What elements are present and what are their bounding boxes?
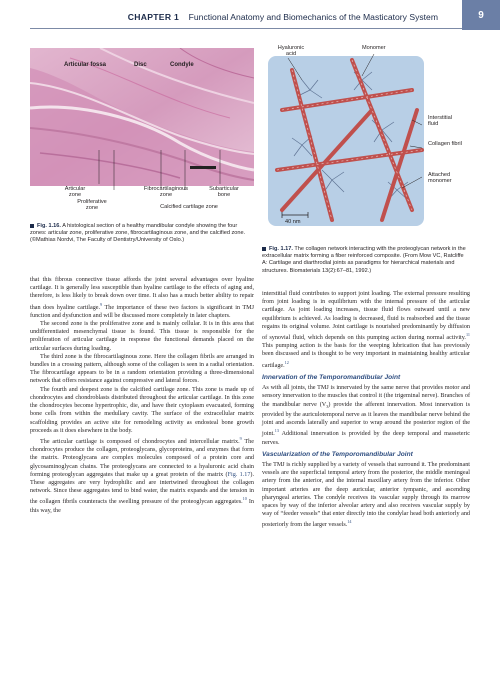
chapter-label: CHAPTER 1: [127, 12, 180, 22]
callout-articular-zone: Articular zone: [64, 186, 86, 199]
right-column-text: [262, 290, 470, 530]
chapter-title: Functional Anatomy and Biomechanics of the Masticatory System: [188, 12, 438, 22]
header-rule: [30, 28, 462, 29]
figure-1-17-caption: [262, 246, 468, 275]
caption-number: Fig. 1.17.: [269, 246, 293, 252]
page-number: 9: [462, 0, 500, 30]
callout-subarticular-bone: Subarticular bone: [209, 186, 239, 199]
section-heading-innervation: Innervation of the Temporomandibular Joint: [262, 373, 401, 381]
paragraph: The articular cartilage is composed of chondrocytes and intercellular matrix.$^9$ The chondrocytes produce the collagen, proteoglycans, glycoproteins, and enzymes that form the matrix. Proteoglycans are complex molecules composed of a protein core and glycosaminoglycan chains. The proteoglycans are connected to a hyaluronic acid chain forming proteoglycan aggregates that make up a great protein of the matrix (Fig. 1.17). These aggregates are very hydrophilic and are intertwined throughout the collagen network. Since these aggregates tend to bind water, the matrix expands and the tension in the collagen fibrils counteracts the swelling pressure of the proteoglycan aggregates.$^{10}$ In this way, the: [30, 435, 255, 514]
label-hyaluronic-acid: Hyaluronic acid: [277, 45, 305, 58]
label-attached-monomer: Attached monomer: [428, 172, 452, 185]
callout-calcified-zone: Calcified cartilage zone: [160, 204, 218, 210]
label-interstitial-fluid: Interstitial fluid: [428, 115, 452, 128]
callout-fibrocartilaginous-zone: Fibrocartilaginous zone: [143, 186, 189, 199]
paragraph: that this fibrous connective tissue affords the joint several advantages over hyaline cartilage. It is generally less susceptible than hyaline cartilage to the effects of aging and, therefore, is less likely to break down over time. It also has a much better ability to repair than does hyaline cartilage.$^9$ The importance of these two factors is significant in TMJ function and dysfunction and will be discussed more completely in later chapters.: [30, 277, 255, 319]
figure-1-16-callouts: [30, 150, 254, 190]
section-heading-vascularization: Vascularization of the Temporomandibular Joint: [262, 450, 413, 458]
paragraph: The fourth and deepest zone is the calcified cartilage zone. This zone is made up of chondrocytes and chondroblasts distributed throughout the articular cartilage. In this zone the chondrocytes become hypertrophic, die, and have their cytoplasm evacuated, forming bone cells from within the medullary cavity. The surface of the extracellular matrix scaffolding provides an active site for remodeling activity as endosteal bone growth proceeds as it does elsewhere in the body.: [30, 386, 254, 434]
running-header: [0, 0, 500, 35]
label-monomer: Monomer: [362, 45, 386, 51]
label-condyle: Condyle: [170, 62, 194, 68]
figure-reference-link[interactable]: Fig. 1.17: [227, 471, 251, 478]
label-collagen-fibril: Collagen fibril: [428, 141, 462, 147]
callout-proliferative-zone: Proliferative zone: [77, 199, 107, 212]
paragraph: As with all joints, the TMJ is innervated by the same nerve that provides motor and sensory innervation to the muscles that control it (the trigeminal nerve). Branches of the mandibular nerve $(V_3)$ provide the afferent innervation. Most innervation is provided by the auriculotemporal nerve as it leaves the mandibular nerve behind the joint and ascends laterally and superior to wrap around the posterior region of the joint.$^{13}$ Additional innervation is provided by the deep temporal and masseteric nerves.: [262, 385, 470, 446]
label-disc: Disc: [134, 62, 147, 68]
running-header-text: [128, 12, 438, 22]
caption-bullet-icon: [262, 247, 266, 251]
caption-text: A histological section of a healthy mandibular condyle showing the four zones: articular zone, proliferative zone, fibrocartilaginous zone, and the calcified zone. (©Mathias Nordvi, The Faculty of Dentistry/University of Oslo.): [30, 223, 246, 244]
label-articular-fossa: Articular fossa: [64, 62, 107, 68]
caption-text: The collagen network interacting with the proteoglycan network in the extracellular matrix forming a fiber reinforced composite. (From Mow VC, Ratcliffe A: Cartilage and diarthrodial joints as paradigms for hierarchical materials and structures. Biomaterials 13(2):67–81, 1992.): [262, 246, 466, 274]
caption-number: Fig. 1.16.: [37, 223, 61, 229]
label-scale-40nm: 40 nm: [285, 219, 301, 225]
left-column-text: [30, 276, 254, 515]
figure-1-16-caption: [30, 223, 254, 245]
paragraph: interstitial fluid contributes to support joint loading. The external pressure resulting from joint loading is in equilibrium with the internal pressure of the articular cartilage. As joint loading increases, tissue fluid flows outward until a new equilibrium is achieved. As loading is decreased, fluid is reabsorbed and the tissue regains its original volume. Joint cartilage is nourished predominantly by diffusion of synovial fluid, which depends on this pumping action during normal activity.$^{11}$ This pumping action is the basis for the weeping lubrication that has previously been discussed and is thought to be very important in maintaining healthy articular cartilage.$^{12}$: [262, 291, 470, 369]
paragraph: The third zone is the fibrocartilaginous zone. Here the collagen fibrils are arranged in bundles in a crossing pattern, although some of the collagen is seen in a radial orientation. The fibrocartilage appears to be in a random orientation providing a three-dimensional network that offers resistance against compressive and lateral forces.: [30, 353, 254, 385]
paragraph: The TMJ is richly supplied by a variety of vessels that surround it. The predominant vessels are the superficial temporal artery from the posterior, the middle meningeal artery from the anterior, and the internal maxillary artery from the inferior. Other important arteries are the deep auricular, anterior tympanic, and ascending pharyngeal arteries. The condyle receives its vascular supply through its marrow spaces by way of the inferior alveolar artery and also receives vascular supply by way of “feeder vessels” that enter directly into the condylar head both anteriorly and posteriorly from the larger vessels.$^{14}$: [262, 462, 470, 529]
paragraph: The second zone is the proliferative zone and is mainly cellular. It is in this area that undifferentiated mesenchymal tissue is found. This tissue is responsible for the proliferation of articular cartilage in response the functional demands placed on the articular surfaces during loading.: [30, 321, 254, 352]
caption-bullet-icon: [30, 224, 34, 228]
